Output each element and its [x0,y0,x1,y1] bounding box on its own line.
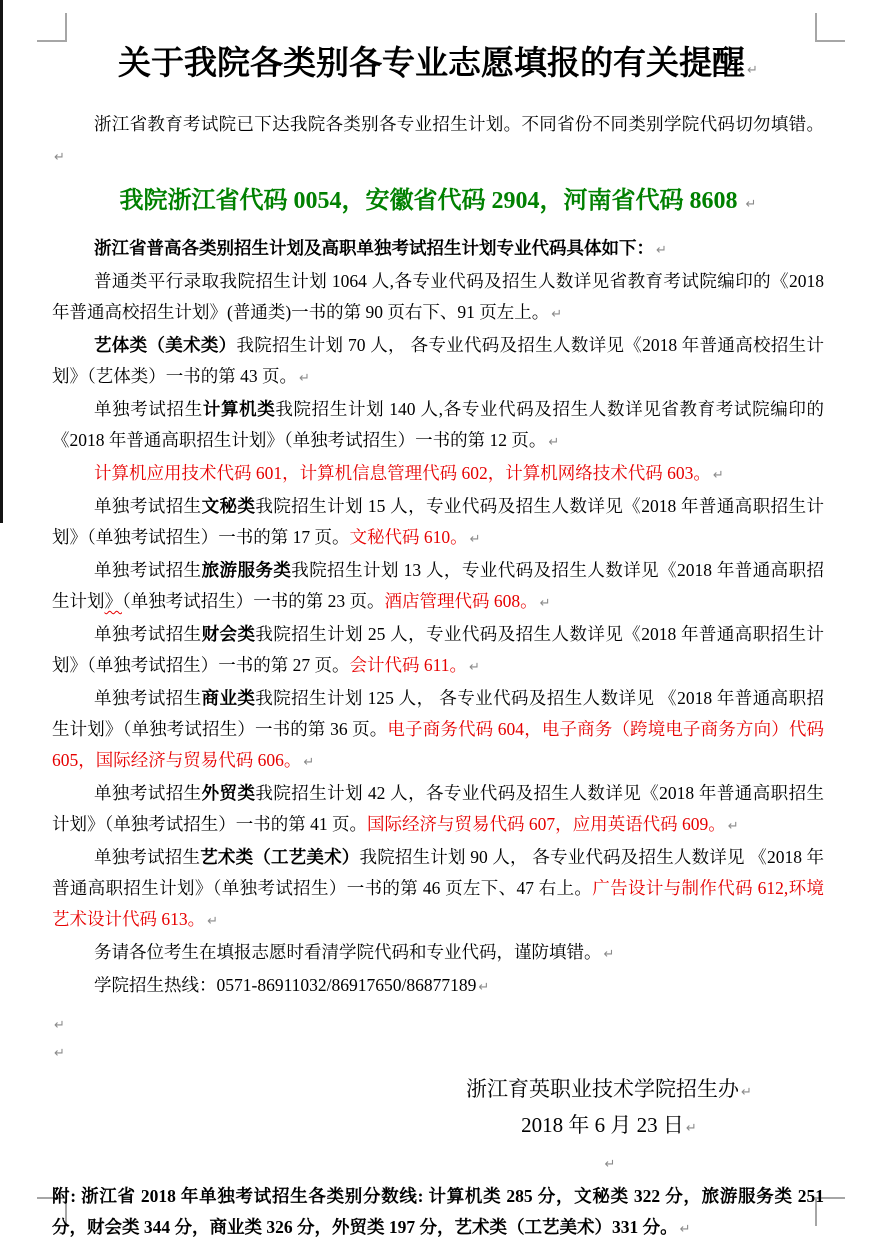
paragraph-mark: ↵ [603,947,615,962]
intro-text: 浙江省教育考试院已下达我院各类别各专业招生计划。不同省份不同类别学院代码切勿填错。 [94,114,824,134]
text-segment: 旅游服务类 [201,560,292,580]
signature-org-text: 浙江育英职业技术学院招生办 [466,1077,740,1101]
text-segment: 单独考试招生 [94,496,202,516]
paragraph-mark: ↵ [54,1046,65,1061]
appendix-score-lines [52,1181,824,1245]
paragraph-mark: ↵ [741,1085,752,1100]
paragraph [52,970,824,1003]
text-segment: 》 [104,591,122,611]
text-segment: 财会类 [201,624,256,644]
text-segment: 单独考试招生 [94,399,203,419]
text-segment: 我院招生计划 70 人， 各专业代码及招生人数详见《2018 年普通高校招生计划》（艺体类）一书的第 43 页。 [52,335,824,386]
document-content [52,40,824,1245]
paragraph-mark: ↵ [712,468,724,483]
paragraph [52,778,824,842]
text-segment: 会计代码 611。 [349,655,467,675]
text-segment: 单独考试招生 [94,560,202,580]
signature-date-text: 2018 年 6 月 23 日 [521,1113,684,1137]
text-segment: 计算机应用技术代码 601，计算机信息管理代码 602，计算机网络技术代码 603。 [94,463,711,483]
paragraph [52,619,824,683]
college-codes-notice [52,182,824,224]
paragraph-mark: ↵ [727,819,739,834]
paragraph [52,458,824,491]
paragraph-mark: ↵ [604,1157,616,1172]
text-segment: 普通类平行录取我院招生计划 1064 人,各专业代码及招生人数详见省教育考试院编印的《2018 年普通高校招生计划》(普通类)一书的第 90 页右下、91 页左上。 [52,271,824,322]
text-segment: 单独考试招生 [94,783,202,803]
text-segment: 广告设计与制作代码 612,环境艺术设计代码 613。 [52,878,825,929]
margin-crop-mark-top-left [37,13,67,42]
margin-crop-mark-top-right [815,13,845,42]
text-segment: 商业类 [201,688,256,708]
paragraph-mark: ↵ [745,197,757,212]
paragraph-mark: ↵ [551,307,563,322]
text-segment: 文秘代码 610。 [349,527,468,547]
paragraph [52,491,824,555]
text-segment: 我院招生计划 90 人， 各专业代码及招生人数详见 《2018 年普通高职招生计划》（单独考试招生）一书的第 46 页左下、47 右上。 [52,847,825,898]
paragraph-mark: ↵ [548,435,560,450]
text-segment: 务请各位考生在填报志愿时看清学院代码和专业代码，谨防填错。 [94,942,602,962]
text-segment: 计算机类 [202,399,276,419]
paragraph-mark: ↵ [54,150,65,165]
paragraph-mark: ↵ [685,1121,697,1136]
paragraph [52,330,824,394]
text-segment: （单独考试招生）一书的第 23 页。 [122,591,385,611]
paragraph-mark: ↵ [679,1222,691,1237]
text-segment: 我院招生计划 15 人，专业代码及招生人数详见《2018 年普通高职招生计划》（单独考试招生）一书的第 17 页。 [52,496,825,547]
paragraph-mark: ↵ [468,660,480,675]
college-codes-text: 我院浙江省代码 0054，安徽省代码 2904，河南省代码 8608 [119,188,738,214]
appendix-text: 附: 浙江省 2018 年单独考试招生各类别分数线: 计算机类 285 分，文秘类 322 分，旅游服务类 251 分，财会类 344 分，商业类 326 分，外贸类 197 分，艺术类（工艺美术）331 分。 [52,1186,824,1237]
paragraph [52,394,824,458]
paragraph-mark: ↵ [303,755,315,770]
text-segment: 学院招生热线：0571-86911032/86917650/86877189 [94,975,477,995]
text-segment: 我院招生计划 140 人,各专业代码及招生人数详见省教育考试院编印的《2018 年普通高职招生计划》（单独考试招生）一书的第 12 页。 [52,399,824,450]
text-segment: 电子商务代码 604，电子商务（跨境电子商务方向）代码 605，国际经济与贸易代码 606。 [52,719,825,770]
text-segment: 我院招生计划 25 人，专业代码及招生人数详见《2018 年普通高职招生计划》（单独考试招生）一书的第 27 页。 [52,624,825,675]
empty-paragraph [52,1037,824,1065]
signature-date [449,1109,769,1145]
intro-paragraph [52,109,824,173]
section-header-text: 浙江省普高各类别招生计划及高职单独考试招生计划专业代码具体如下： [94,238,654,258]
text-segment: 我院招生计划 125 人， 各专业代码及招生人数详见 《2018 年普通高职招生计划》（单独考试招生）一书的第 36 页。 [52,688,824,739]
paragraph [52,842,824,937]
signature-org [449,1073,769,1109]
text-segment: 单独考试招生 [94,624,202,644]
text-segment: 外贸类 [201,783,256,803]
paragraph [52,266,824,330]
text-segment: 国际经济与贸易代码 607，应用英语代码 609。 [367,814,726,834]
paragraph [52,555,824,619]
paragraph-mark: ↵ [299,371,310,386]
text-segment: 我院招生计划 42 人，各专业代码及招生人数详见《2018 年普通高职招生计划》（单独考试招生）一书的第 41 页。 [52,783,825,834]
text-segment: 我院招生计划 13 人，专业代码及招生人数详见《2018 年普通高职招生计划 [52,560,825,611]
text-segment: 酒店管理代码 608。 [384,591,538,611]
title-text: 关于我院各类别各专业志愿填报的有关提醒 [118,46,746,82]
paragraph-mark: ↵ [656,243,667,258]
paragraph-mark: ↵ [747,63,758,78]
text-segment: 单独考试招生 [94,688,202,708]
document-title [52,40,824,95]
paragraph-mark: ↵ [207,914,219,929]
section-header [52,233,824,266]
signature-block [449,1073,769,1181]
body-paragraphs [52,266,824,1003]
paragraph [52,683,824,778]
empty-paragraph [52,1009,824,1037]
paragraph-mark: ↵ [54,1018,65,1033]
left-edge-line [0,0,3,523]
empty-paragraph [449,1145,769,1181]
text-segment: 文秘类 [201,496,256,516]
text-segment: 艺术类（工艺美术） [200,847,360,867]
paragraph [52,937,824,970]
paragraph-mark: ↵ [539,596,551,611]
text-segment: 单独考试招生 [94,847,201,867]
text-segment: 艺体类（美术类） [94,335,237,355]
paragraph-mark: ↵ [478,980,490,995]
paragraph-mark: ↵ [469,532,481,547]
